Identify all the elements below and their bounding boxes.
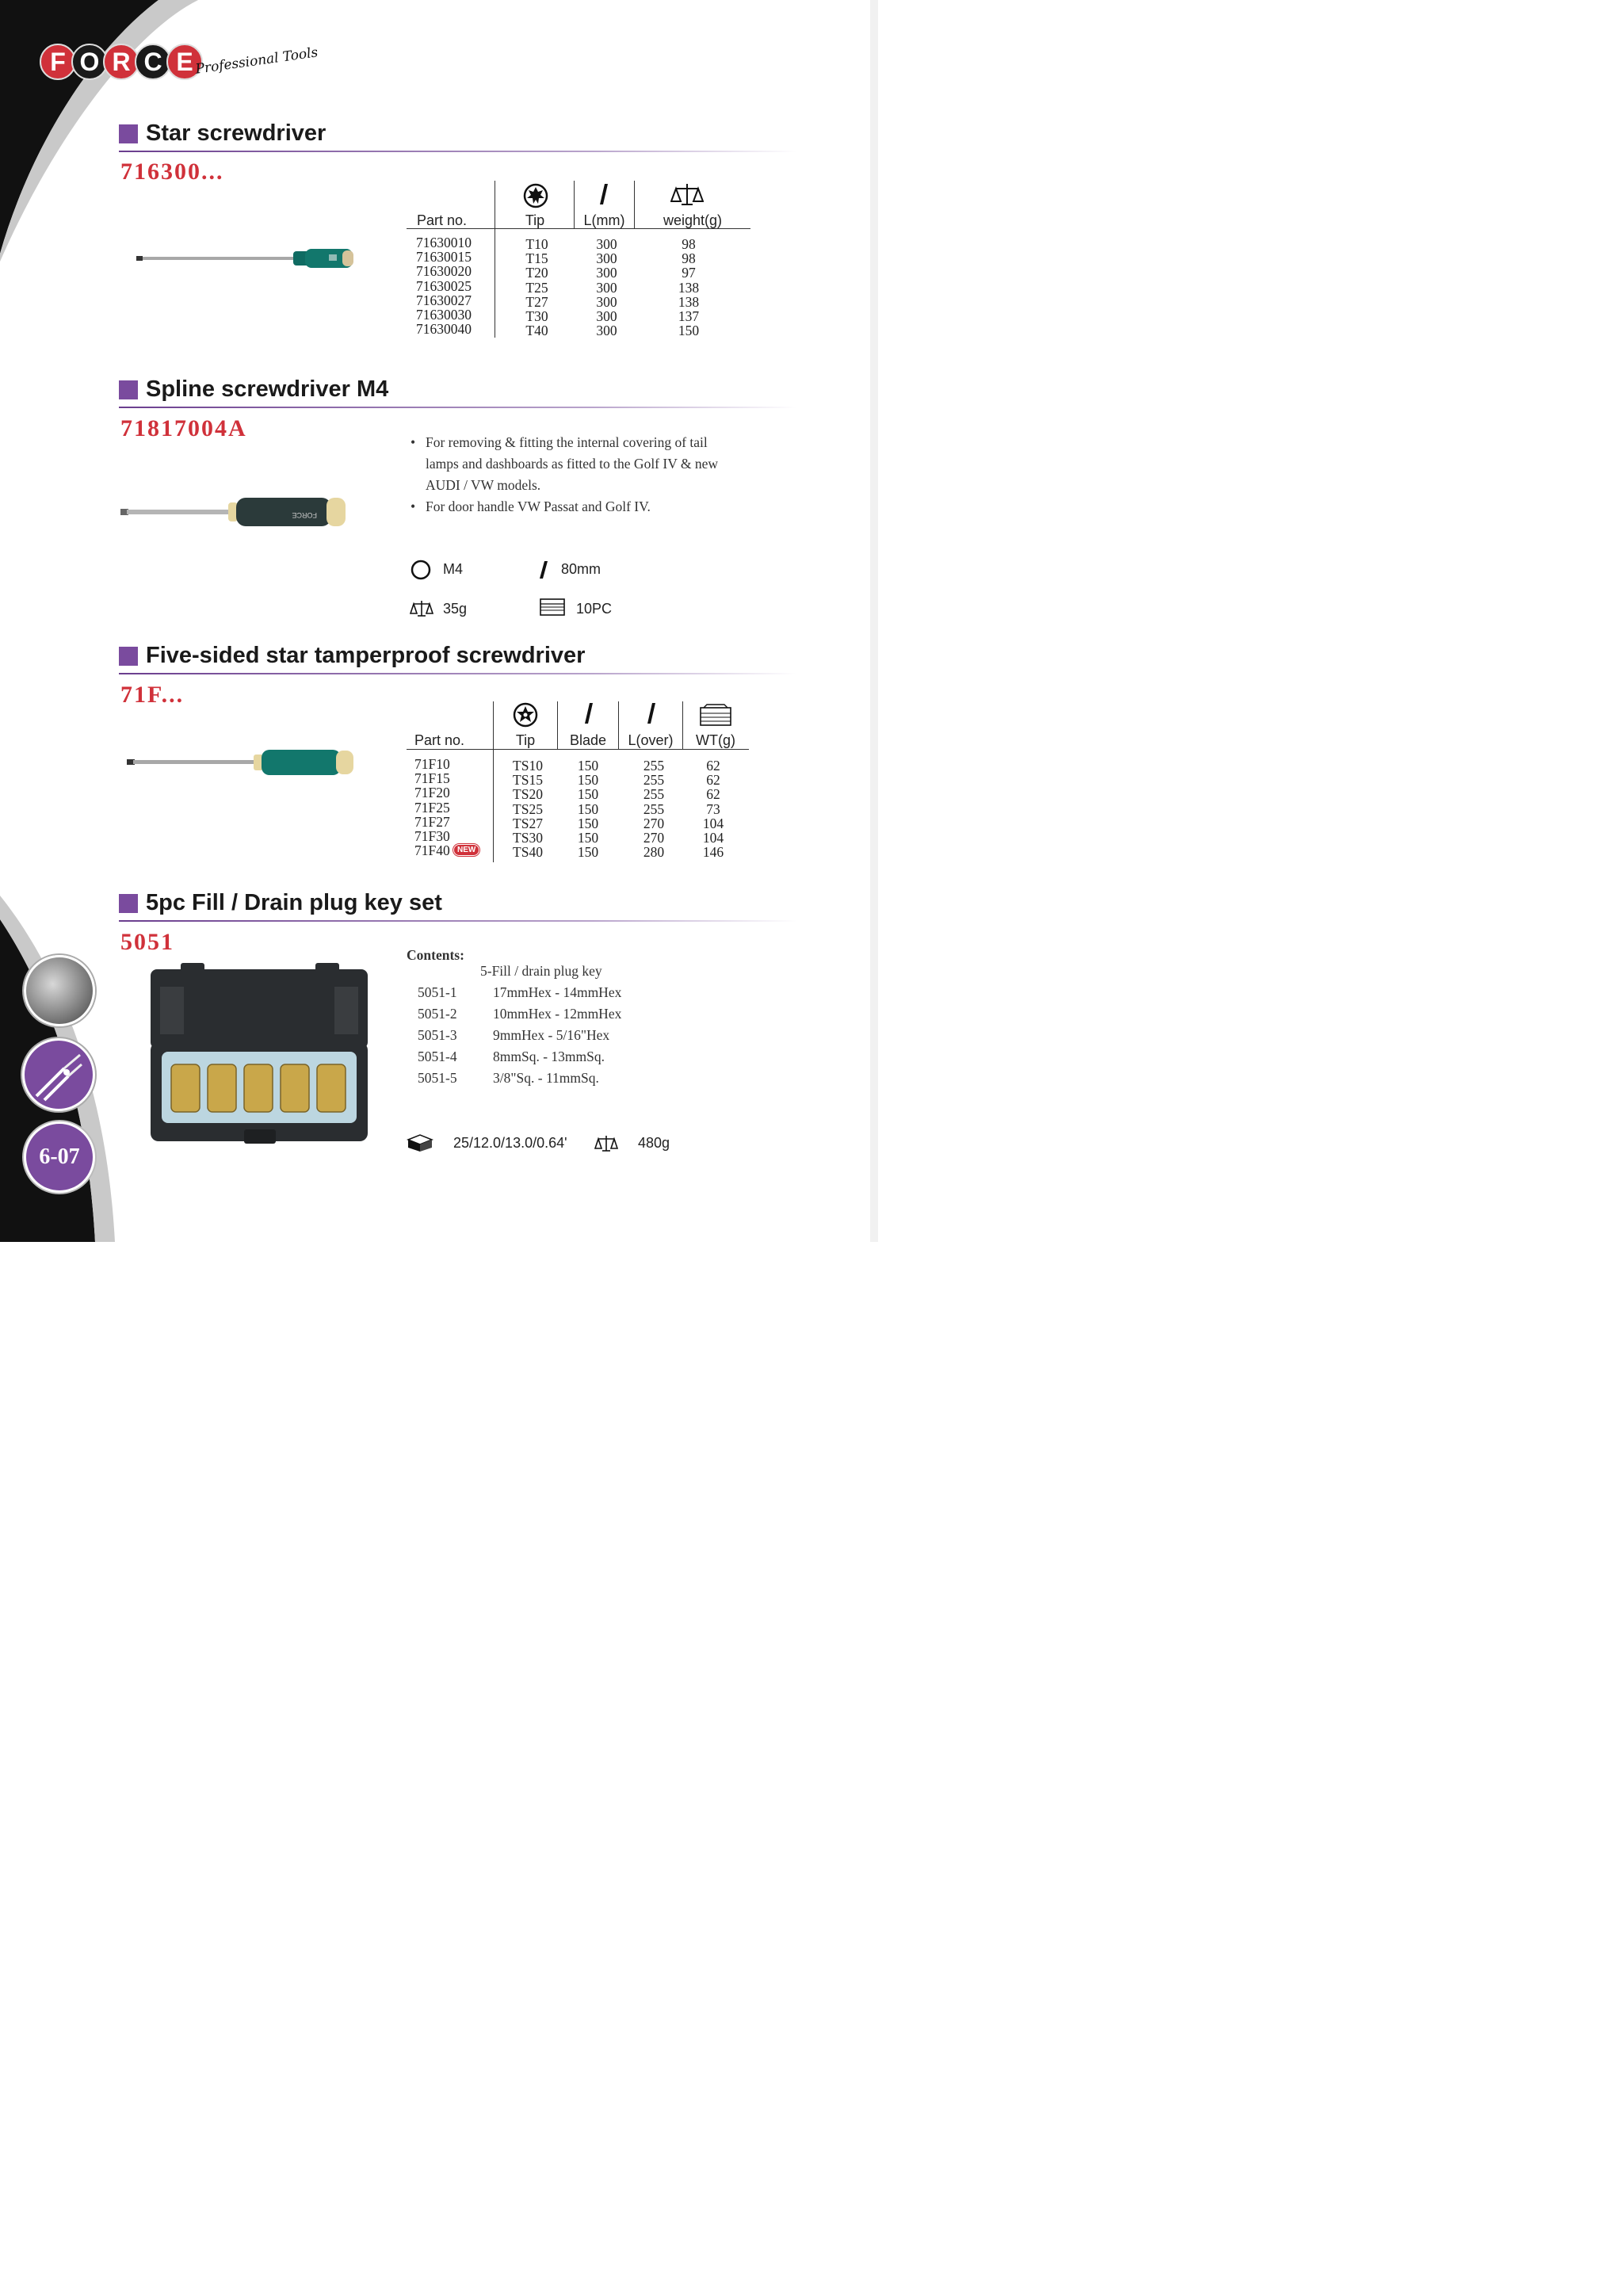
product-code: 71F...	[120, 682, 185, 708]
page-number: 6-07	[24, 1121, 95, 1193]
scale-icon	[410, 599, 433, 618]
contents-part: 5051-2	[418, 1006, 457, 1022]
section-divider	[119, 673, 796, 674]
col-header-length: L(mm)	[583, 212, 625, 228]
engine-tools-category-image	[24, 955, 95, 1026]
scale-icon	[670, 182, 704, 208]
col-header-part: Part no.	[414, 732, 465, 748]
description-line: AUDI / VW models.	[426, 477, 541, 493]
section-title-drain-plug	[119, 890, 442, 916]
col-tip-values: T10 T15 T20 T25 T27 T30 T40	[525, 236, 548, 339]
carton-box-icon	[407, 1133, 433, 1152]
section-title-star	[119, 120, 326, 147]
contents-label: Contents:	[407, 947, 464, 963]
contents-desc: 9mmHex - 5/16"Hex	[493, 1027, 610, 1043]
tamperproof-star-icon	[513, 702, 538, 728]
scale-icon	[594, 1134, 618, 1153]
contents-desc: 17mmHex - 14mmHex	[493, 984, 622, 1000]
contents-part: 5051-4	[418, 1049, 457, 1064]
logo-letter-c: C	[135, 44, 171, 80]
length-l-icon	[537, 560, 552, 580]
col-header-wt: WT(g)	[696, 732, 735, 748]
section-title-spline	[119, 376, 388, 403]
logo-letter-e: E	[166, 44, 203, 80]
section-title-text: 5pc Fill / Drain plug key set	[146, 890, 442, 915]
spec-tip: M4	[443, 561, 464, 577]
col-length-values: 300 300 300 300 300 300 300	[596, 236, 617, 339]
section-title-five-sided	[119, 643, 585, 669]
col-blade-values: 150 150 150 150 150 150 150	[577, 758, 599, 861]
contents-part: 5051-1	[418, 984, 457, 1000]
description-line: lamps and dashboards as fitted to the Golf IV & new	[426, 456, 719, 472]
length-l-icon	[581, 701, 598, 727]
col-header-tip: Tip	[515, 732, 536, 748]
table-header-rule	[407, 749, 749, 750]
col-lover-values: 255 255 255 255 270 270 280	[643, 758, 665, 861]
length-l-icon	[596, 182, 613, 208]
section-divider	[119, 151, 796, 152]
box-dimensions: 25/12.0/13.0/0.64'	[453, 1135, 567, 1151]
length-l-icon	[643, 701, 661, 727]
contents-part: 5051-3	[418, 1027, 457, 1043]
spline-tip-icon	[411, 560, 431, 580]
section-title-text: Star screwdriver	[146, 120, 327, 146]
section-marker-icon	[119, 894, 138, 913]
bullet-dot: •	[411, 499, 416, 514]
spline-screwdriver-image	[119, 491, 357, 535]
new-badge: NEW	[453, 844, 479, 856]
contents-desc: 3/8"Sq. - 11mmSq.	[493, 1070, 599, 1086]
col-part-values: 71630010 71630015 71630020 71630025 71630027 71630030 71630040	[416, 235, 472, 338]
drain-plug-set-case-image	[149, 963, 369, 1149]
product-code: 5051	[120, 929, 174, 955]
section-title-text: Five-sided star tamperproof screwdriver	[146, 643, 586, 668]
force-logo	[40, 44, 319, 87]
bullet-dot: •	[411, 434, 416, 450]
pliers-category-image	[22, 1038, 95, 1111]
col-header-weight: weight(g)	[663, 212, 723, 228]
set-weight: 480g	[638, 1135, 670, 1151]
spec-pack: 10PC	[576, 601, 613, 617]
product-code: 71817004A	[120, 415, 247, 441]
col-wt-values: 62 62 62 73 104 104 146	[702, 758, 724, 861]
col-header-lover: L(over)	[628, 732, 674, 748]
handle-brand-text: FORCE	[292, 511, 317, 519]
section-marker-icon	[119, 380, 138, 399]
pack-box-icon	[699, 703, 732, 728]
pliers-icon	[25, 1041, 94, 1110]
col-part-values: 71F10 71F15 71F20 71F25 71F27 71F30 71F40	[414, 756, 450, 859]
section-divider	[119, 920, 796, 922]
logo-letter-o: O	[71, 44, 108, 80]
section-marker-icon	[119, 124, 138, 143]
tamperproof-screwdriver-image	[125, 745, 359, 781]
col-weight-values: 98 98 97 138 138 137 150	[678, 236, 700, 339]
pack-box-icon	[539, 598, 566, 618]
spec-length: 80mm	[561, 561, 601, 577]
col-header-blade: Blade	[569, 732, 607, 748]
col-header-part: Part no.	[417, 212, 468, 228]
torx-star-icon	[523, 183, 548, 208]
contents-desc: 10mmHex - 12mmHex	[493, 1006, 622, 1022]
description-line: For door handle VW Passat and Golf IV.	[426, 499, 651, 514]
description-line: For removing & fitting the internal covering of tail	[426, 434, 708, 450]
logo-letter-f: F	[40, 44, 76, 80]
contents-desc: 8mmSq. - 13mmSq.	[493, 1049, 605, 1064]
logo-tagline: Professional Tools	[194, 44, 319, 78]
col-tip-values: TS10 TS15 TS20 TS25 TS27 TS30 TS40	[513, 758, 543, 861]
table-rule	[493, 701, 494, 862]
section-title-text: Spline screwdriver M4	[146, 376, 389, 402]
contents-part: 5051-5	[418, 1070, 457, 1086]
contents-subtitle: 5-Fill / drain plug key	[480, 963, 602, 979]
section-divider	[119, 407, 796, 408]
logo-letter-r: R	[103, 44, 139, 80]
product-code: 716300...	[120, 159, 224, 185]
spec-weight: 35g	[443, 601, 468, 617]
section-marker-icon	[119, 647, 138, 666]
col-header-tip: Tip	[525, 212, 545, 228]
star-screwdriver-image	[135, 242, 365, 277]
